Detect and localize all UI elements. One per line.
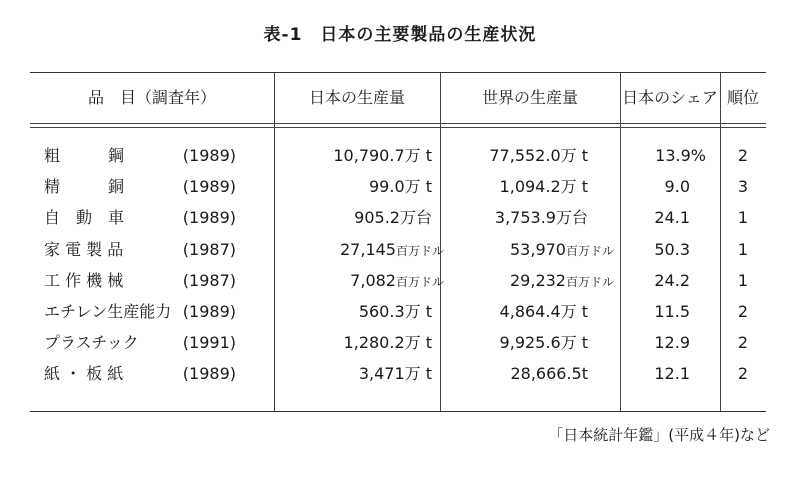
header-japan-production: 日本の生産量 <box>308 88 405 107</box>
world-production-value: 28,666.5 <box>510 364 582 384</box>
item-cell <box>44 358 236 389</box>
item-year: (1989) <box>182 302 236 321</box>
item-cell <box>44 296 236 327</box>
table-row <box>30 171 766 202</box>
world-production-cell <box>446 202 588 233</box>
world-production-cell <box>446 234 614 265</box>
japan-production-cell <box>280 202 442 233</box>
japan-production-cell <box>280 327 442 358</box>
item-cell <box>44 140 236 171</box>
rank-cell: 2 <box>737 333 749 353</box>
header-rank: 順位 <box>726 88 759 107</box>
rank-cell: 1 <box>737 270 749 290</box>
world-production-cell <box>446 296 588 327</box>
rank-cell: 2 <box>737 364 749 384</box>
world-production-value: 77,552.0 <box>489 146 561 165</box>
rank-cell: 3 <box>737 177 749 197</box>
item-year: (1989) <box>182 208 236 228</box>
japan-production-unit: 万 t <box>404 146 432 165</box>
japan-production-value: 3,471 <box>358 364 405 384</box>
header-divider <box>30 127 766 128</box>
item-name: 工 作 機 械 <box>44 270 124 290</box>
table-row <box>30 265 766 296</box>
world-production-cell <box>446 265 614 296</box>
production-table <box>30 72 766 412</box>
japan-production-value: 7,082 <box>350 270 396 290</box>
world-production-unit: 万 t <box>560 177 588 197</box>
item-name: 家 電 製 品 <box>44 239 124 259</box>
world-production-cell <box>446 140 588 171</box>
header-japan-share: 日本のシェア <box>622 88 718 107</box>
table-row <box>30 358 766 389</box>
japan-production-cell <box>280 296 442 327</box>
header-item: 品 目（調査年） <box>87 88 216 107</box>
item-year: (1991) <box>182 333 236 353</box>
world-production-cell <box>446 327 588 358</box>
japan-production-unit: 万 t <box>404 333 432 353</box>
world-production-value: 3,753.9 <box>494 208 556 228</box>
item-name: プラスチック <box>44 333 139 353</box>
japan-production-value: 560.3 <box>358 302 405 321</box>
japan-share-cell: 11.5 <box>654 302 690 321</box>
item-year: (1989) <box>182 177 236 197</box>
japan-production-cell <box>280 140 442 171</box>
table-row <box>30 327 766 358</box>
rank-cell: 2 <box>737 146 749 165</box>
world-production-unit: 百万ドル <box>565 243 614 258</box>
world-production-unit: 百万ドル <box>565 274 614 289</box>
japan-production-unit: 万 t <box>404 177 432 197</box>
japan-production-value: 1,280.2 <box>343 333 405 353</box>
japan-share-cell: 12.1 <box>654 364 690 384</box>
japan-production-unit: 万 t <box>404 364 432 384</box>
table-row <box>30 140 766 171</box>
world-production-unit: t <box>581 364 588 384</box>
world-production-value: 9,925.6 <box>499 333 561 353</box>
item-year: (1989) <box>182 146 236 165</box>
japan-share-cell: 24.2 <box>654 270 690 290</box>
japan-production-unit: 百万ドル <box>395 243 444 258</box>
world-production-cell <box>446 358 588 389</box>
japan-share-cell: 13.9% <box>655 146 706 165</box>
rank-cell: 2 <box>737 302 749 321</box>
japan-production-unit: 百万ドル <box>395 274 444 289</box>
japan-production-cell <box>280 358 442 389</box>
japan-production-cell <box>280 171 442 202</box>
header-divider <box>30 123 766 124</box>
table-title: 表-1 日本の主要製品の生産状況 <box>263 25 537 45</box>
japan-share-cell: 9.0 <box>664 177 690 197</box>
japan-share-cell: 50.3 <box>654 239 690 259</box>
item-name: エチレン生産能力 <box>44 302 172 321</box>
world-production-unit: 万 t <box>560 333 588 353</box>
table-row <box>30 296 766 327</box>
world-production-unit: 万 t <box>560 146 588 165</box>
table-row <box>30 234 766 265</box>
table-row <box>30 202 766 233</box>
japan-production-unit: 万台 <box>399 208 432 228</box>
rank-cell: 1 <box>737 208 749 228</box>
source-note: 「日本統計年鑑」(平成４年)など <box>548 426 770 444</box>
item-year: (1987) <box>182 239 236 259</box>
rank-cell: 1 <box>737 239 749 259</box>
japan-production-cell <box>280 234 444 265</box>
world-production-value: 53,970 <box>510 239 566 259</box>
item-cell <box>44 202 236 233</box>
item-name: 自 動 車 <box>44 208 125 228</box>
header-world-production: 世界の生産量 <box>481 88 578 107</box>
world-production-value: 4,864.4 <box>499 302 561 321</box>
world-production-unit: 万台 <box>555 208 588 228</box>
world-production-cell <box>446 171 588 202</box>
item-cell <box>44 265 236 296</box>
japan-production-cell <box>280 265 444 296</box>
item-year: (1989) <box>182 364 236 384</box>
japan-production-value: 27,145 <box>340 239 396 259</box>
item-cell <box>44 234 236 265</box>
item-name: 精 銅 <box>44 177 125 197</box>
japan-share-cell: 24.1 <box>654 208 690 228</box>
item-year: (1987) <box>182 270 236 290</box>
world-production-value: 29,232 <box>510 270 566 290</box>
japan-share-cell: 12.9 <box>654 333 690 353</box>
world-production-value: 1,094.2 <box>499 177 561 197</box>
japan-production-unit: 万 t <box>404 302 432 321</box>
item-cell <box>44 327 236 358</box>
japan-production-value: 10,790.7 <box>333 146 405 165</box>
item-name: 粗 鋼 <box>44 146 125 165</box>
world-production-unit: 万 t <box>560 302 588 321</box>
item-cell <box>44 171 236 202</box>
japan-production-value: 905.2 <box>354 208 400 228</box>
japan-production-value: 99.0 <box>369 177 405 197</box>
item-name: 紙 ・ 板 紙 <box>44 364 124 384</box>
